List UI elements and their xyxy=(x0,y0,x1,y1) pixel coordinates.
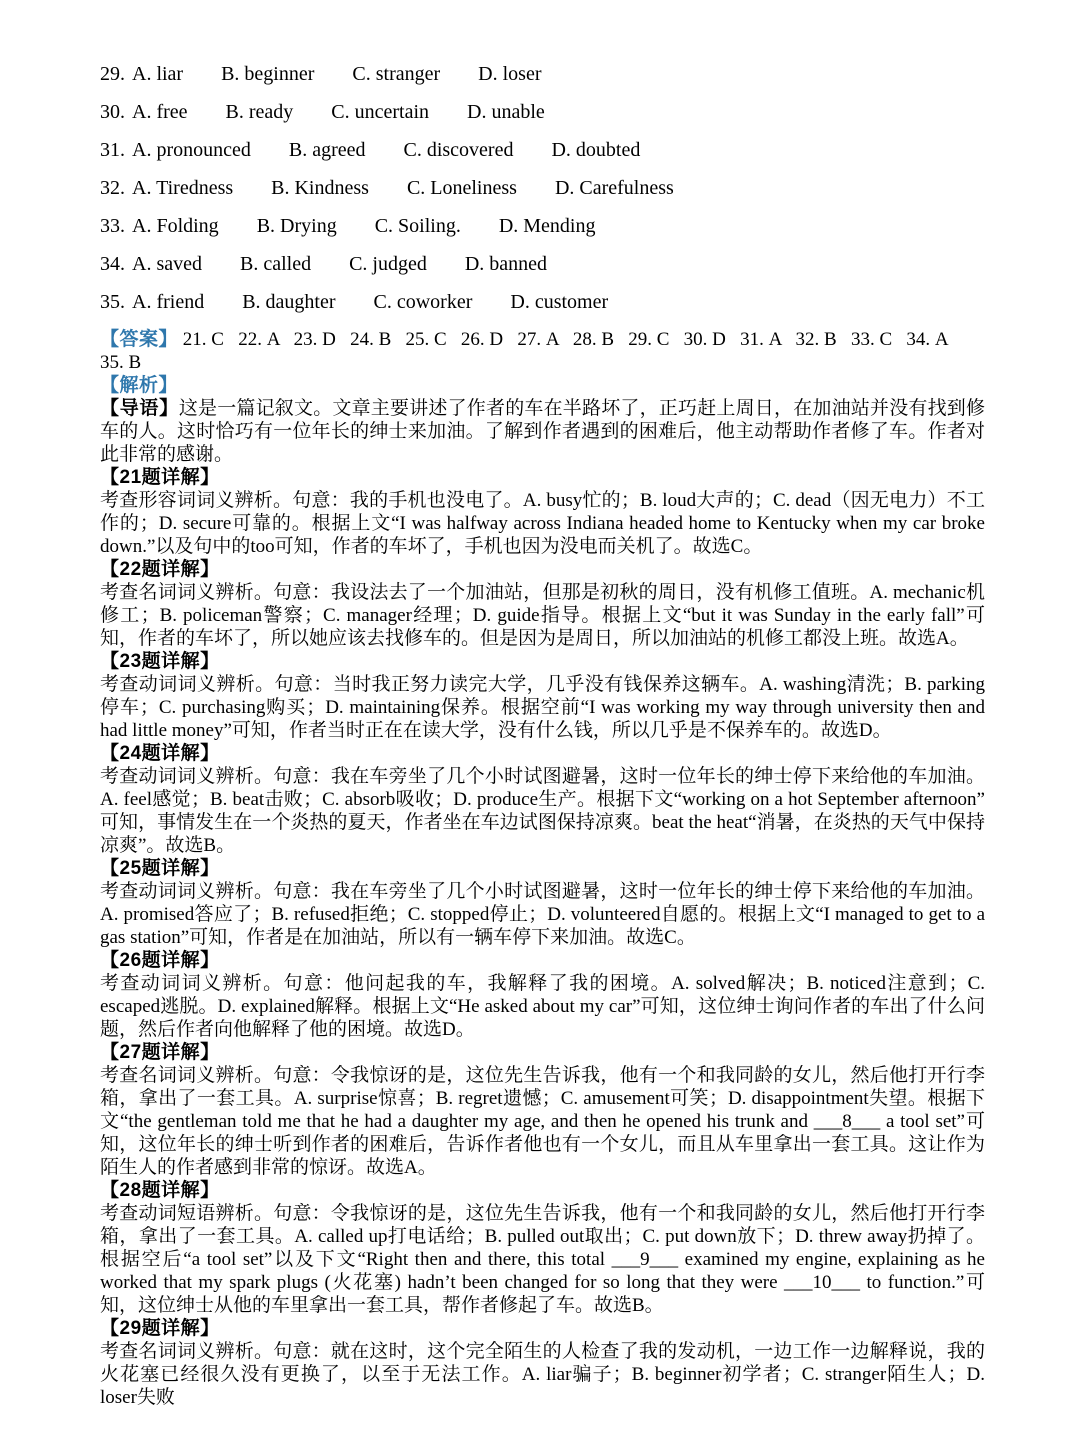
question-option: A. Tiredness xyxy=(132,177,234,199)
explanation-heading: 【24题详解】 xyxy=(100,743,220,764)
question-option: B. called xyxy=(239,253,312,275)
question-option: B. daughter xyxy=(242,291,336,313)
question-option: B. ready xyxy=(225,101,294,123)
question-option: D. doubted xyxy=(551,139,641,161)
question-number: 33. xyxy=(100,215,125,237)
question-option: C. coworker xyxy=(373,291,473,313)
question-option: D. loser xyxy=(478,63,542,85)
question-option: A. pronounced xyxy=(132,139,251,161)
question-row xyxy=(100,62,985,86)
question-option: D. unable xyxy=(467,101,545,123)
analysis-label: 【解析】 xyxy=(100,375,179,396)
explanation-body: 考查动词词义辨析。句意：当时我正努力读完大学，几乎没有钱保养这辆车。A. washing清洗；B. parking停车；C. purchasing购买；D. maintaining保养。根据空前“I was working my way through university then and had little money”可知，作者当时正在在读大学，没有什么钱，所以几乎是不保养车的。故选D。 xyxy=(100,674,985,741)
question-option: C. discovered xyxy=(403,139,514,161)
question-option: D. Mending xyxy=(498,215,596,237)
question-option: C. Loneliness xyxy=(406,177,517,199)
explanation-body: 考查动词词义辨析。句意：我在车旁坐了几个小时试图避暑，这时一位年长的绅士停下来给他的车加油。A. feel感觉；B. beat击败；C. absorb吸收；D. produce生产。根据下文“working on a hot September afternoon”可知，事情发生在一个炎热的夏天，作者坐在车边试图保持凉爽。beat the heat“消暑，在炎热的天气中保持凉爽”。故选B。 xyxy=(100,766,985,856)
question-number: 31. xyxy=(100,139,125,161)
question-row xyxy=(100,176,985,200)
question-option: C. uncertain xyxy=(331,101,430,123)
question-option: A. Folding xyxy=(132,215,219,237)
question-option: D. customer xyxy=(510,291,609,313)
question-number: 34. xyxy=(100,253,125,275)
explanation-body: 考查形容词词义辨析。句意：我的手机也没电了。A. busy忙的；B. loud大声的；C. dead（因无电力）不工作的；D. secure可靠的。根据上文“I was halfway across Indiana headed home to Kentucky when my car broke down.”以及句中的too可知，作者的车坏了，手机也因为没电而关机了。故选C。 xyxy=(100,490,985,557)
explanation-heading: 【27题详解】 xyxy=(100,1042,220,1063)
answers-label: 【答案】 xyxy=(100,329,179,350)
explanation-body: 考查名词词义辨析。句意：令我惊讶的是，这位先生告诉我，他有一个和我同龄的女儿，然后他打开行李箱，拿出了一套工具。A. surprise惊喜；B. regret遗憾；C. amusement可笑；D. disappointment失望。根据下文“the gentleman told me that he had a daughter my age, and then he opened his trunk and ___8___ a tool set”可知，这位年长的绅士听到作者的困难后，告诉作者他也有一个女儿，而且从车里拿出一套工具。这让作为陌生人的作者感到非常的惊讶。故选A。 xyxy=(100,1065,985,1178)
question-number: 35. xyxy=(100,291,125,313)
question-list xyxy=(100,62,985,314)
explanation-body: 考查动词词义辨析。句意：我在车旁坐了几个小时试图避暑，这时一位年长的绅士停下来给他的车加油。A. promised答应了；B. refused拒绝；C. stopped停止；D. volunteered自愿的。根据上文“I managed to get to a gas station”可知，作者是在加油站，所以有一辆车停下来加油。故选C。 xyxy=(100,881,985,948)
explanation-body: 考查动词短语辨析。句意：令我惊讶的是，这位先生告诉我，他有一个和我同龄的女儿，然后他打开行李箱，拿出了一套工具。A. called up打电话给；B. pulled out取出；C. put down放下；D. threw away扔掉了。根据空后“a tool set”以及下文“Right then and there, this total ___9___ examined my engine, explaining as he worked that my spark plugs (火花塞) hadn’t been changed for so long that they were ___10___ to function.”可知，这位绅士从他的车里拿出一套工具，帮作者修起了车。故选B。 xyxy=(100,1203,985,1316)
question-option: C. Soiling. xyxy=(374,215,461,237)
question-row xyxy=(100,290,985,314)
intro-paragraph xyxy=(100,397,985,466)
question-option: D. Carefulness xyxy=(554,177,674,199)
answer-line xyxy=(100,328,985,374)
question-row xyxy=(100,100,985,124)
question-number: 29. xyxy=(100,63,125,85)
explanation-body: 考查名词词义辨析。句意：就在这时，这个完全陌生的人检查了我的发动机，一边工作一边解释说，我的火花塞已经很久没有更换了，以至于无法工作。A. liar骗子；B. beginner初学者；C. stranger陌生人；D. loser失败 xyxy=(100,1341,985,1408)
explanation-heading: 【21题详解】 xyxy=(100,467,220,488)
question-number: 30. xyxy=(100,101,125,123)
question-option: D. banned xyxy=(464,253,548,275)
question-row xyxy=(100,138,985,162)
explanation-heading: 【25题详解】 xyxy=(100,858,220,879)
question-number: 32. xyxy=(100,177,125,199)
question-option: C. stranger xyxy=(352,63,441,85)
question-row xyxy=(100,214,985,238)
explanation-heading: 【22题详解】 xyxy=(100,559,220,580)
question-option: B. Drying xyxy=(256,215,337,237)
explanation-body: 考查名词词义辨析。句意：我设法去了一个加油站，但那是初秋的周日，没有机修工值班。A. mechanic机修工；B. policeman警察；C. manager经理；D. guide指导。根据上文“but it was Sunday in the early fall”可知，作者的车坏了，所以她应该去找修车的。但是因为是周日，所以加油站的机修工都没上班。故选A。 xyxy=(100,582,985,649)
question-option: A. saved xyxy=(132,253,202,275)
question-option: B. Kindness xyxy=(271,177,369,199)
explanation-heading: 【26题详解】 xyxy=(100,950,220,971)
intro-label: 【导语】 xyxy=(100,398,179,419)
question-row xyxy=(100,252,985,276)
answers-values: 21. C 22. A 23. D 24. B 25. C 26. D 27. A 28. B 29. C 30. D 31. A 32. B 33. C 34. A 35. B xyxy=(100,329,962,373)
explanation-body: 考查动词词义辨析。句意：他问起我的车，我解释了我的困境。A. solved解决；B. noticed注意到；C. escaped逃脱。D. explained解释。根据上文“He asked about my car”可知，这位绅士询问作者的车出了什么问题，然后作者向他解释了他的困境。故选D。 xyxy=(100,973,985,1040)
explanation-heading: 【28题详解】 xyxy=(100,1180,220,1201)
explanation-heading: 【23题详解】 xyxy=(100,651,220,672)
intro-text: 这是一篇记叙文。文章主要讲述了作者的车在半路坏了，正巧赶上周日，在加油站并没有找到修车的人。这时恰巧有一位年长的绅士来加油。了解到作者遇到的困难后，他主动帮助作者修了车。作者对此非常的感谢。 xyxy=(100,398,985,465)
question-option: A. liar xyxy=(132,63,184,85)
explanation-heading: 【29题详解】 xyxy=(100,1318,220,1339)
question-option: A. friend xyxy=(132,291,205,313)
explanation-sections xyxy=(100,466,985,1409)
question-option: C. judged xyxy=(349,253,427,275)
question-option: B. beginner xyxy=(221,63,315,85)
question-option: B. agreed xyxy=(288,139,366,161)
question-option: A. free xyxy=(132,101,188,123)
analysis-label-line xyxy=(100,374,985,397)
